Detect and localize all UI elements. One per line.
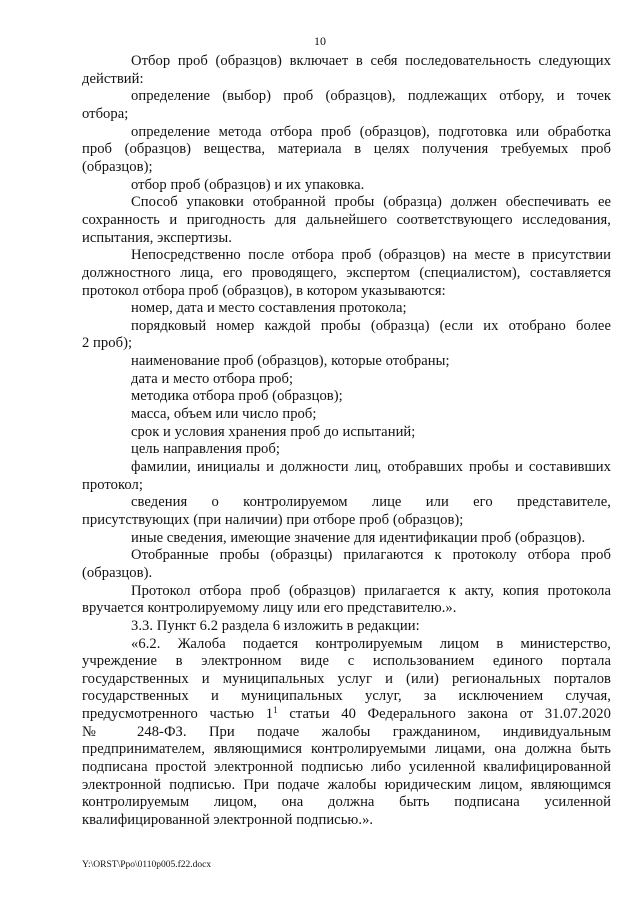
- text-line: методика отбора проб (образцов);: [131, 388, 343, 405]
- superscript: 1: [273, 705, 278, 716]
- text-line: подписана простой электронной подписью либо усиленной квалифицированной: [82, 759, 611, 775]
- text-line: 2 проб);: [82, 335, 133, 352]
- text-line: 3.3. Пункт 6.2 раздела 6 изложить в редакции:: [131, 617, 420, 634]
- text-line: проб (образцов) вещества, материала в целях получения требуемых проб: [82, 141, 611, 158]
- text-run: предусмотренного частью 1: [82, 706, 274, 723]
- text-line: вручается контролируемому лицу или его представителю.».: [82, 600, 457, 617]
- text-line: (образцов);: [82, 158, 153, 175]
- text-line: протокол;: [82, 476, 143, 493]
- text-line: иные сведения, имеющие значение для идентификации проб (образцов).: [131, 529, 586, 546]
- text-line: предпринимателем, являющимися контролируемыми лицами, она должна быть: [82, 741, 611, 758]
- text-run: статьи 40 Федерального закона от 31.07.2020: [277, 706, 611, 723]
- text-line: срок и условия хранения проб до испытаний;: [131, 423, 416, 440]
- text-line: сохранность и пригодность для дальнейшего соответствующего исследования,: [82, 211, 611, 228]
- text-line: (образцов).: [82, 564, 153, 581]
- text-line: контролируемым лицом, она должна быть подписана усиленной: [82, 794, 611, 811]
- text-line: масса, объем или число проб;: [131, 406, 317, 422]
- text-line: испытания, экспертизы.: [82, 229, 232, 246]
- text-line: протокол отбора проб (образцов), в котором указываются:: [82, 282, 446, 299]
- text-line: квалифицированной электронной подписью.».: [82, 812, 374, 828]
- file-path-footer: Y:\ORST\Ppo\0110p005.f22.docx: [82, 860, 212, 870]
- text-line: государственных и муниципальных услуг и (или) региональных порталов: [82, 670, 611, 687]
- text-line: номер, дата и место составления протокола;: [131, 300, 407, 317]
- text-line: фамилии, инициалы и должности лиц, отобравших пробы и составивших: [131, 459, 611, 475]
- text-line: порядковый номер каждой пробы (образца) (если их отобрано более: [131, 317, 611, 334]
- text-line: Протокол отбора проб (образцов) прилагается к акту, копия протокола: [131, 582, 611, 599]
- text-line: сведения о контролируемом лице или его представителе,: [131, 494, 611, 511]
- text-line: дата и место отбора проб;: [131, 370, 294, 387]
- text-line: должностного лица, его проводящего, экспертом (специалистом), составляется: [82, 264, 611, 281]
- text-line: Способ упаковки отобранной пробы (образца) должен обеспечивать ее: [131, 194, 611, 211]
- page-number: 10: [314, 34, 326, 48]
- text-line: определение (выбор) проб (образцов), подлежащих отбору, и точек: [131, 88, 611, 105]
- text-line: № 248-ФЗ. При подаче жалобы гражданином, индивидуальным: [82, 723, 611, 740]
- text-line: отбор проб (образцов) и их упаковка.: [131, 176, 365, 193]
- text-line: присутствующих (при наличии) при отборе проб (образцов);: [82, 511, 464, 528]
- text-line: Непосредственно после отбора проб (образцов) на месте в присутствии: [131, 247, 611, 264]
- text-line: цель направления проб;: [131, 441, 280, 458]
- text-line: действий:: [82, 70, 144, 87]
- text-line: определение метода отбора проб (образцов), подготовка или обработка: [131, 123, 611, 140]
- text-line: «6.2. Жалоба подается контролируемым лицом в министерство,: [131, 635, 611, 652]
- text-line: отбора;: [82, 106, 129, 122]
- text-line: электронной подписью. При подаче жалобы юридическим лицом, являющимся: [82, 776, 611, 793]
- text-line: государственных и муниципальных услуг, за исключением случая,: [82, 688, 611, 705]
- text-line: Отобранные пробы (образцы) прилагаются к протоколу отбора проб: [131, 547, 611, 564]
- text-line: Отбор проб (образцов) включает в себя последовательность следующих: [131, 53, 611, 69]
- text-line: учреждение в электронном виде с использованием единого портала: [82, 653, 611, 670]
- text-line: наименование проб (образцов), которые отобраны;: [131, 353, 450, 370]
